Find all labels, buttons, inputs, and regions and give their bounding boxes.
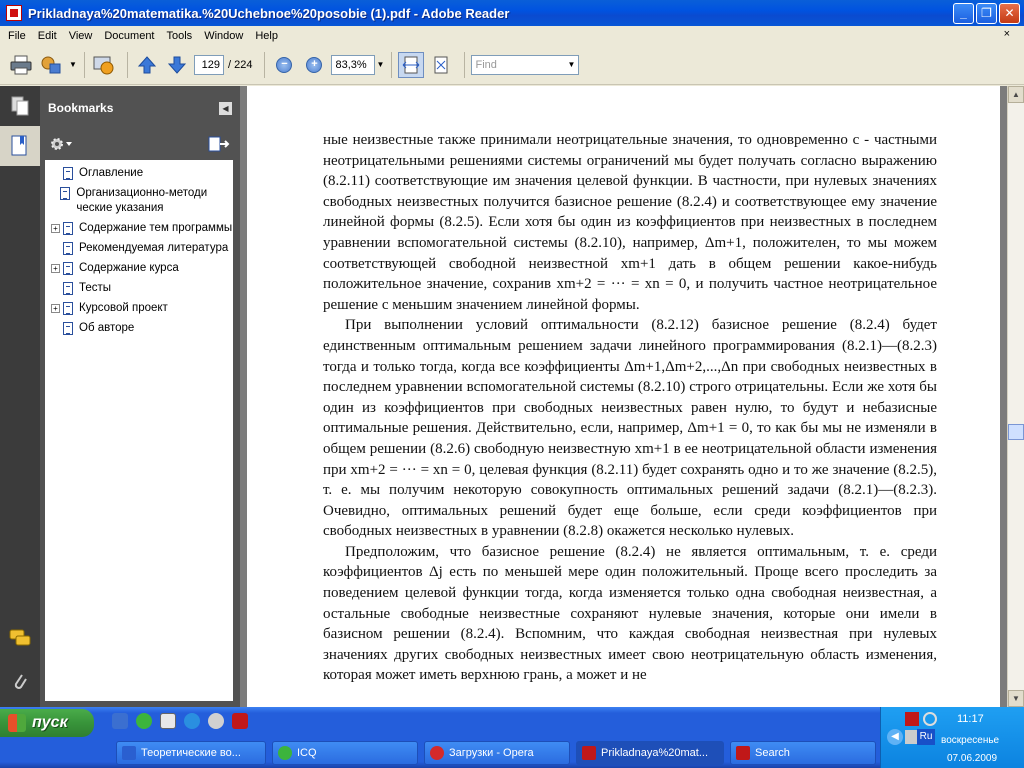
task-icq[interactable] xyxy=(272,741,418,765)
bookmark-page-icon xyxy=(63,322,73,335)
task-search[interactable] xyxy=(730,741,876,765)
bookmark-page-icon xyxy=(63,167,73,180)
system-tray xyxy=(880,707,1024,768)
expand-icon[interactable]: + xyxy=(51,264,60,273)
menu-file[interactable]: File xyxy=(8,29,26,42)
desktop-icon[interactable] xyxy=(112,713,128,729)
bookmark-label: Курсовой проект xyxy=(79,302,168,314)
expand-icon[interactable]: + xyxy=(51,304,60,313)
task-label: Search xyxy=(755,747,790,759)
task-label: Загрузки - Opera xyxy=(449,747,534,759)
document-icon[interactable] xyxy=(160,713,176,729)
bookmark-item[interactable] xyxy=(45,259,233,279)
clock-time[interactable]: 11:17 xyxy=(957,713,984,725)
toolbar-separator xyxy=(84,52,85,78)
start-button[interactable] xyxy=(0,709,94,737)
task-label: Prikladnaya%20mat... xyxy=(601,747,708,759)
attachments-icon[interactable] xyxy=(0,662,40,702)
maximize-button[interactable]: ❐ xyxy=(976,3,997,24)
menu-view[interactable]: View xyxy=(68,29,93,42)
task-label: ICQ xyxy=(297,747,317,759)
bookmarks-list xyxy=(45,160,233,701)
kaspersky-icon[interactable] xyxy=(905,712,919,726)
bookmark-page-icon xyxy=(63,282,73,295)
options-gear-icon[interactable] xyxy=(50,136,74,155)
bookmark-label: Содержание тем программы xyxy=(79,222,233,234)
bookmark-label: Организационно-методи ческие указания xyxy=(76,187,208,214)
opera-icon[interactable] xyxy=(232,713,248,729)
task-adobe-reader[interactable] xyxy=(576,741,724,765)
zoom-level-input[interactable]: 83,3% xyxy=(331,55,375,75)
paragraph-1: ные неизвестные также принимали неотрицательные значения, то одновременно с - частными неотрицательными решениями системы ограничений мы будет получать согласно выражению (8.2.11) соответствующие им значения целевой функции. В частности, при нулевых значениях свободных неизвестных получится базисное решение (8.2.4) и соответствующее ему значение линейной формы (8.2.5). Если хотя бы один из коэффициентов при неизвестных в последнем уравнении вспомогательной системы (8.2.10), например, Δm+1, положителен, то мы можем соответствующей свободной неизвестной xm+1 дать в общем решении какое-нибудь положительное значение, сохранив xm+2 = ··· = xn = 0, и получить частное неотрицательное решение с меньшим значением линейной формы. xyxy=(323,132,937,313)
pdf-icon xyxy=(736,746,750,760)
paragraph-2: При выполнении условий оптимальности (8.2.12) базисное решение (8.2.4) будет единственным оптимальным решением задачи линейного программирования (8.2.1)—(8.2.3) тогда и только тогда, когда все коэффициенты Δm+1,Δm+2,...,Δn при свободных неизвестных в последнем уравнении вспомогательной системы (8.2.10) строго отрицательны. Если же хотя бы один из коэффициентов при свободных неизвестных равен нулю, то будут и небазисные оптимальные решения. Действительно, если, например, Δm+1 = 0, то как бы мы не изменяли в общем решении (8.2.6) свободную неизвестную xm+1 в ее неотрицательной области изменения при xm+2 = ··· = xn = 0, целевая функция (8.2.11) будет сохранять одно и то же значение (8.2.5), т. е. мы получим некоторую совокупность оптимальных решений задачи (8.2.1)—(8.2.3). Очевидно, оптимальных решений будет еще больше, если среди коэффициентов при свободных неизвестных в уравнении (8.2.8) окажется несколько нулевых. xyxy=(323,317,937,540)
menu-edit[interactable]: Edit xyxy=(37,29,57,42)
toolbar-separator xyxy=(391,52,392,78)
expand-icon[interactable]: + xyxy=(51,224,60,233)
bookmark-label: Об авторе xyxy=(79,322,135,334)
toolbar-separator xyxy=(264,52,265,78)
toolbar-separator xyxy=(127,52,128,78)
scrollbar-thumb[interactable] xyxy=(1008,424,1024,440)
window-title: Prikladnaya%20matematika.%20Uchebnoe%20posobie (1).pdf - Adobe Reader xyxy=(28,5,510,21)
menu-help[interactable]: Help xyxy=(255,29,278,42)
close-button[interactable]: ✕ xyxy=(999,3,1020,24)
previous-page-icon[interactable] xyxy=(134,52,160,78)
word-icon xyxy=(122,746,136,760)
toolbar xyxy=(0,45,1024,85)
icq-icon[interactable] xyxy=(136,713,152,729)
bookmark-page-icon xyxy=(63,242,73,255)
clock-day: воскресенье xyxy=(941,735,1000,746)
internet-explorer-icon[interactable] xyxy=(184,713,200,729)
clock-date: 07.06.2009 xyxy=(947,753,998,764)
fit-width-icon[interactable] xyxy=(398,52,424,78)
bookmark-label: Оглавление xyxy=(79,167,144,179)
toolbar-separator xyxy=(464,52,465,78)
zoom-dropdown-icon[interactable]: ▼ xyxy=(376,60,385,69)
expand-bookmark-icon[interactable] xyxy=(208,135,230,156)
bookmark-page-icon xyxy=(63,262,73,275)
vertical-scrollbar[interactable] xyxy=(1007,86,1024,707)
zoom-out-icon: − xyxy=(276,57,292,73)
bookmarks-panel xyxy=(40,86,240,707)
pages-panel-icon[interactable] xyxy=(0,86,40,126)
task-opera-downloads[interactable] xyxy=(424,741,570,765)
bookmark-page-icon xyxy=(60,187,70,200)
scroll-down-icon[interactable]: ▼ xyxy=(1008,690,1024,707)
menu-bar xyxy=(0,26,1024,45)
show-hidden-icons-icon[interactable]: ◀ xyxy=(887,729,903,745)
media-player-icon[interactable] xyxy=(208,713,224,729)
opera-icon xyxy=(430,746,444,760)
icq-icon xyxy=(278,746,292,760)
bookmarks-toolbar xyxy=(40,130,240,160)
bookmark-label: Тесты xyxy=(79,282,112,294)
search-icon[interactable] xyxy=(923,712,937,726)
bookmark-label: Рекомендуемая литература xyxy=(79,242,229,254)
network-icon[interactable] xyxy=(905,730,917,744)
bookmark-item[interactable] xyxy=(45,239,233,259)
taskbar xyxy=(0,707,1024,768)
close-document-button[interactable]: × xyxy=(1003,28,1010,40)
bookmark-item[interactable] xyxy=(45,279,233,299)
fit-page-icon[interactable] xyxy=(428,52,454,78)
zoom-in-icon: + xyxy=(306,57,322,73)
find-input[interactable] xyxy=(471,55,579,75)
minimize-button[interactable]: _ xyxy=(953,3,974,24)
language-indicator[interactable]: Ru xyxy=(917,729,935,745)
menu-window[interactable]: Window xyxy=(204,29,244,42)
collapse-panel-icon[interactable]: ◀ xyxy=(219,102,232,115)
windows-logo-icon xyxy=(8,714,26,732)
bookmarks-panel-icon[interactable] xyxy=(0,126,40,166)
title-bar xyxy=(0,0,1024,26)
menu-tools[interactable]: Tools xyxy=(166,29,193,42)
comments-icon[interactable] xyxy=(0,618,40,658)
pdf-page xyxy=(247,86,1000,707)
page-total: / 224 xyxy=(228,58,253,71)
chevron-down-icon[interactable]: ▼ xyxy=(69,60,77,69)
zoom-out-button[interactable] xyxy=(271,52,297,78)
bookmark-label: Содержание курса xyxy=(79,262,179,274)
pdf-icon xyxy=(582,746,596,760)
bookmark-item[interactable] xyxy=(45,319,233,339)
next-page-icon[interactable] xyxy=(164,52,190,78)
scroll-up-icon[interactable]: ▲ xyxy=(1008,86,1024,103)
zoom-in-button[interactable] xyxy=(301,52,327,78)
find-placeholder: Find xyxy=(475,58,497,71)
print-icon[interactable] xyxy=(8,52,34,78)
bookmarks-header xyxy=(40,86,240,130)
bookmark-item[interactable] xyxy=(45,299,233,319)
paragraph-3: Предположим, что базисное решение (8.2.4) не является оптимальным, т. е. среди коэффициентов Δj есть по меньшей мере один положительный. Проще всего проследить за поведением целевой функции тогда, когда изменяется только одна свободная неизвестная, а остальные свободные неизвестные сохраняют нулевые значения, которые они имели в базисном решении (8.2.4). Вспомним, что каждая свободная неизвестная при нулевых значениях других свободных неизвестных имеет свою неотрицательную область изменения, которая может иметь верхнюю грань, а может и не xyxy=(323,543,937,684)
task-label: Теоретические во... xyxy=(141,747,241,759)
navigation-strip xyxy=(0,86,40,707)
document-viewport[interactable] xyxy=(240,86,1007,707)
start-label: пуск xyxy=(32,714,68,731)
menu-document[interactable]: Document xyxy=(104,29,155,42)
adobe-reader-icon xyxy=(6,5,22,21)
bookmark-item[interactable] xyxy=(45,184,233,219)
quick-launch xyxy=(112,713,256,729)
task-theory-doc[interactable] xyxy=(116,741,266,765)
page-number-input[interactable]: 129 xyxy=(194,55,224,75)
chevron-down-icon[interactable]: ▼ xyxy=(567,59,576,69)
bookmarks-title: Bookmarks xyxy=(48,101,114,115)
bookmark-page-icon xyxy=(63,222,73,235)
bookmark-item[interactable] xyxy=(45,219,233,239)
bookmark-item[interactable] xyxy=(45,164,233,184)
bookmark-page-icon xyxy=(63,302,73,315)
page-text xyxy=(323,130,937,686)
share-icon[interactable] xyxy=(38,52,64,78)
update-icon[interactable] xyxy=(91,52,117,78)
